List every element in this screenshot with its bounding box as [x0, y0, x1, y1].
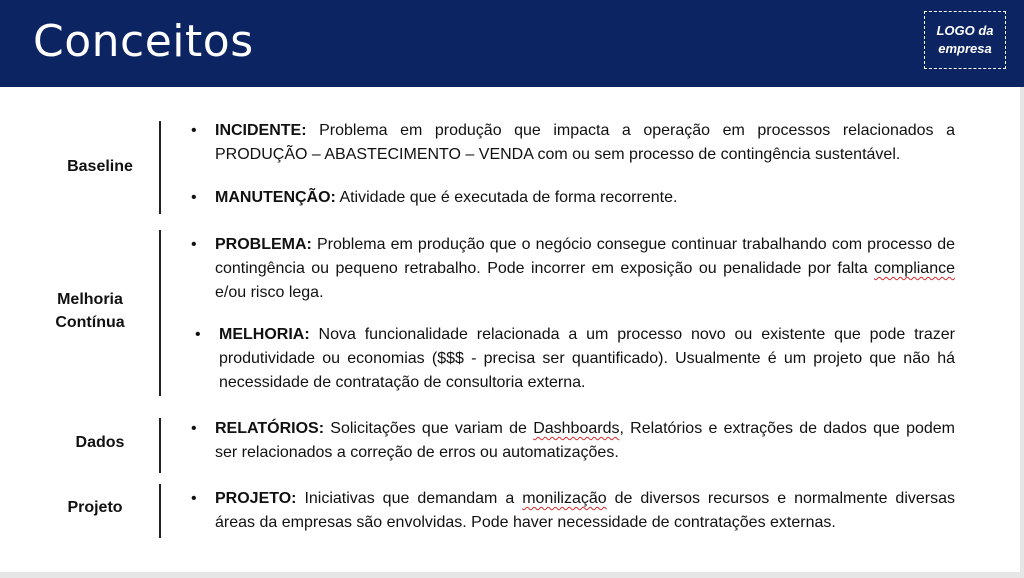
section-label-melhoria-continua: [20, 288, 160, 334]
spellcheck-word-dashboards: Dashboards: [533, 420, 620, 437]
section-label-line2: Contínua: [55, 314, 125, 331]
term-manutencao: MANUTENÇÃO:: [215, 189, 336, 206]
term-melhoria: MELHORIA:: [219, 326, 310, 343]
section-divider-melhoria-continua: [159, 230, 161, 396]
bullet-manutencao: [191, 186, 955, 210]
spellcheck-word-monilizacao: monilização: [522, 490, 607, 507]
section-label-baseline: Baseline: [67, 158, 133, 175]
desc-manutencao: Atividade que é executada de forma recorrente.: [335, 189, 678, 206]
bullet-dot: •: [191, 420, 197, 437]
term-incidente: INCIDENTE:: [215, 122, 307, 139]
desc-projeto-b: de diversos recursos e normalmente diversas áreas da empresas são envolvidas. Pode haver necessidade de contratações externas.: [215, 490, 955, 531]
desc-relatorios-b: , Relatórios e extrações de dados que podem ser relacionados a correção de erros ou automatizações.: [215, 420, 955, 461]
section-label-dados: Dados: [75, 434, 125, 451]
section-label-projeto: Projeto: [67, 499, 123, 516]
desc-relatorios-a: Solicitações que variam de: [324, 420, 534, 437]
term-projeto: PROJETO:: [215, 490, 297, 507]
bullet-dot: •: [191, 236, 197, 253]
company-logo-placeholder: [924, 11, 1006, 69]
bullet-relatorios: [191, 417, 955, 465]
section-label-line1: Melhoria: [57, 291, 123, 308]
section-divider-dados: [159, 418, 161, 473]
spellcheck-word-compliance: compliance: [874, 260, 955, 277]
bullet-melhoria: [195, 323, 955, 395]
section-divider-projeto: [159, 484, 161, 538]
desc-melhoria: Nova funcionalidade relacionada a um processo novo ou existente que pode trazer produtividade ou economias ($$$ - precisa ser quantificado). Usualmente é um projeto que não há necessidade de contratação de consultoria externa.: [219, 326, 955, 391]
desc-problema-b: e/ou risco lega.: [215, 284, 324, 301]
slide-title: Conceitos: [33, 16, 254, 67]
section-divider-baseline: [159, 121, 161, 214]
bullet-dot: •: [191, 490, 197, 507]
desc-incidente: Problema em produção que impacta a operação em processos relacionados a PRODUÇÃO – ABASTECIMENTO – VENDA com ou sem processo de contingência sustentável.: [215, 122, 955, 163]
slide-header: [0, 0, 1024, 87]
bullet-problema: [191, 233, 955, 305]
desc-projeto-a: Iniciativas que demandam a: [296, 490, 523, 507]
bullet-projeto: [191, 487, 955, 535]
bullet-incidente: [191, 119, 955, 167]
bullet-dot: •: [191, 189, 197, 206]
slide-bottom-edge: [0, 572, 1024, 578]
desc-problema-a: Problema em produção que o negócio consegue continuar trabalhando com processo de contingência ou pequeno retrabalho. Pode incorrer em exposição ou penalidade por falta: [215, 236, 955, 277]
slide-right-edge: [1020, 87, 1024, 578]
term-problema: PROBLEMA:: [215, 236, 312, 253]
bullet-dot: •: [195, 326, 201, 343]
bullet-dot: •: [191, 122, 197, 139]
logo-text-line2: empresa: [938, 41, 992, 56]
term-relatorios: RELATÓRIOS:: [215, 420, 325, 437]
logo-text-line1: LOGO da: [936, 23, 994, 38]
